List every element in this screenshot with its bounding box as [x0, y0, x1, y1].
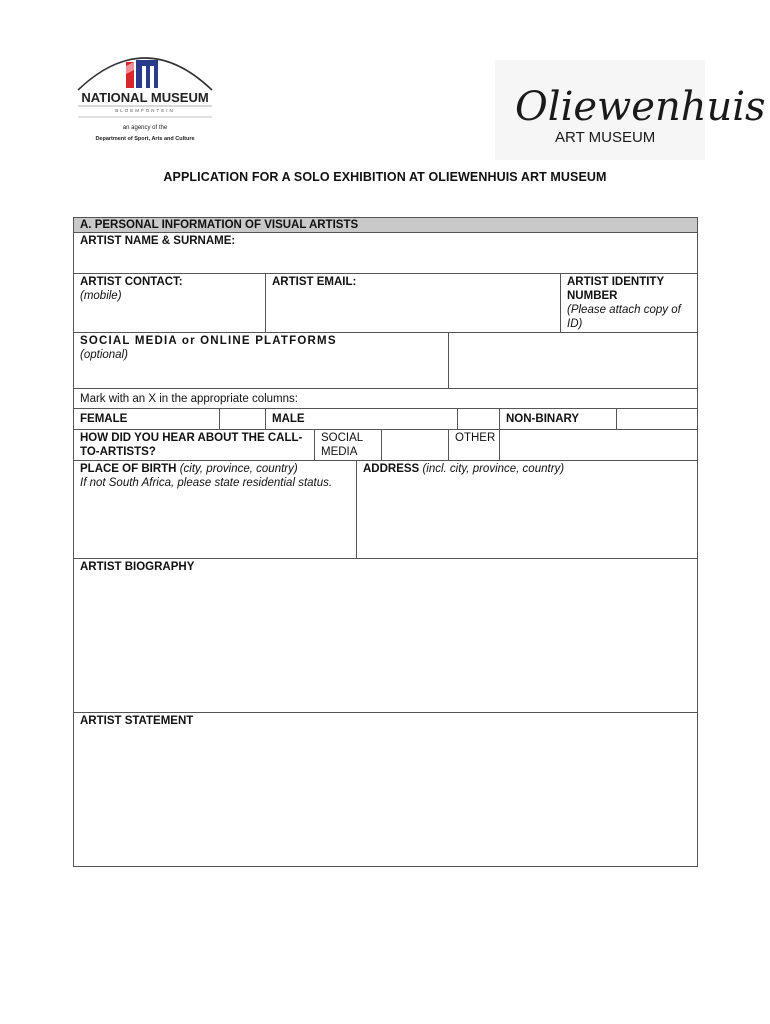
artist-id-hint: (Please attach copy of ID) [567, 304, 681, 330]
other-option-label: OTHER [449, 430, 500, 461]
non-binary-label: NON-BINARY [500, 409, 617, 430]
logo-agency-line2: Department of Sport, Arts and Culture [95, 136, 195, 142]
logo-museum-name: NATIONAL MUSEUM [81, 90, 209, 105]
hear-about-label: HOW DID YOU HEAR ABOUT THE CALL-TO-ARTISTS? [74, 430, 315, 461]
place-of-birth-note: If not South Africa, please state residential status. [80, 477, 333, 489]
artist-biography-field[interactable] [74, 559, 698, 713]
female-label: FEMALE [74, 409, 220, 430]
mark-instruction: Mark with an X in the appropriate columns: [74, 389, 698, 409]
logo-art-museum: ART MUSEUM [555, 129, 656, 146]
artist-email-label: ARTIST EMAIL: [272, 276, 357, 288]
place-of-birth-field[interactable] [74, 461, 357, 559]
artist-contact-field[interactable] [74, 274, 266, 333]
logo-script: Oliewenhuis [515, 84, 766, 130]
place-of-birth-hint: (city, province, country) [179, 463, 298, 475]
non-binary-checkbox[interactable] [617, 409, 698, 430]
social-media-hint: (optional) [80, 349, 128, 361]
artist-id-label: ARTIST IDENTITY NUMBER [567, 276, 664, 302]
oliewenhuis-logo-graphic [495, 60, 766, 160]
male-label: MALE [266, 409, 458, 430]
logo-city: BLOEMFONTEIN [115, 108, 175, 113]
artist-name-field[interactable] [74, 233, 698, 274]
social-media-label: SOCIAL MEDIA or ONLINE PLATFORMS [80, 335, 337, 347]
artist-statement-label: ARTIST STATEMENT [80, 715, 194, 727]
logo-agency-line1: an agency of the [122, 125, 168, 131]
artist-email-field[interactable] [266, 274, 561, 333]
female-checkbox[interactable] [220, 409, 266, 430]
social-media-field[interactable] [449, 333, 698, 389]
male-checkbox[interactable] [458, 409, 500, 430]
social-media-option-checkbox[interactable] [382, 430, 449, 461]
place-of-birth-label: PLACE OF BIRTH [80, 463, 177, 475]
national-museum-logo [70, 48, 220, 148]
artist-id-field[interactable] [561, 274, 698, 333]
social-media-label-cell [74, 333, 449, 389]
other-option-field[interactable] [500, 430, 698, 461]
artist-contact-label: ARTIST CONTACT: [80, 276, 183, 288]
social-media-option-label: SOCIAL MEDIA [315, 430, 382, 461]
section-a-heading: A. PERSONAL INFORMATION OF VISUAL ARTISTS [74, 218, 698, 233]
artist-contact-hint: (mobile) [80, 290, 122, 302]
oliewenhuis-logo [495, 60, 766, 160]
address-hint: (incl. city, province, country) [422, 463, 565, 475]
artist-statement-field[interactable] [74, 713, 698, 867]
artist-name-label: ARTIST NAME & SURNAME: [80, 235, 236, 247]
page-title: APPLICATION FOR A SOLO EXHIBITION AT OLIEWENHUIS ART MUSEUM [163, 170, 607, 184]
address-field[interactable] [357, 461, 698, 559]
national-museum-logo-graphic [70, 48, 220, 148]
artist-biography-label: ARTIST BIOGRAPHY [80, 561, 195, 573]
application-form [73, 217, 697, 867]
address-label: ADDRESS [363, 463, 420, 475]
